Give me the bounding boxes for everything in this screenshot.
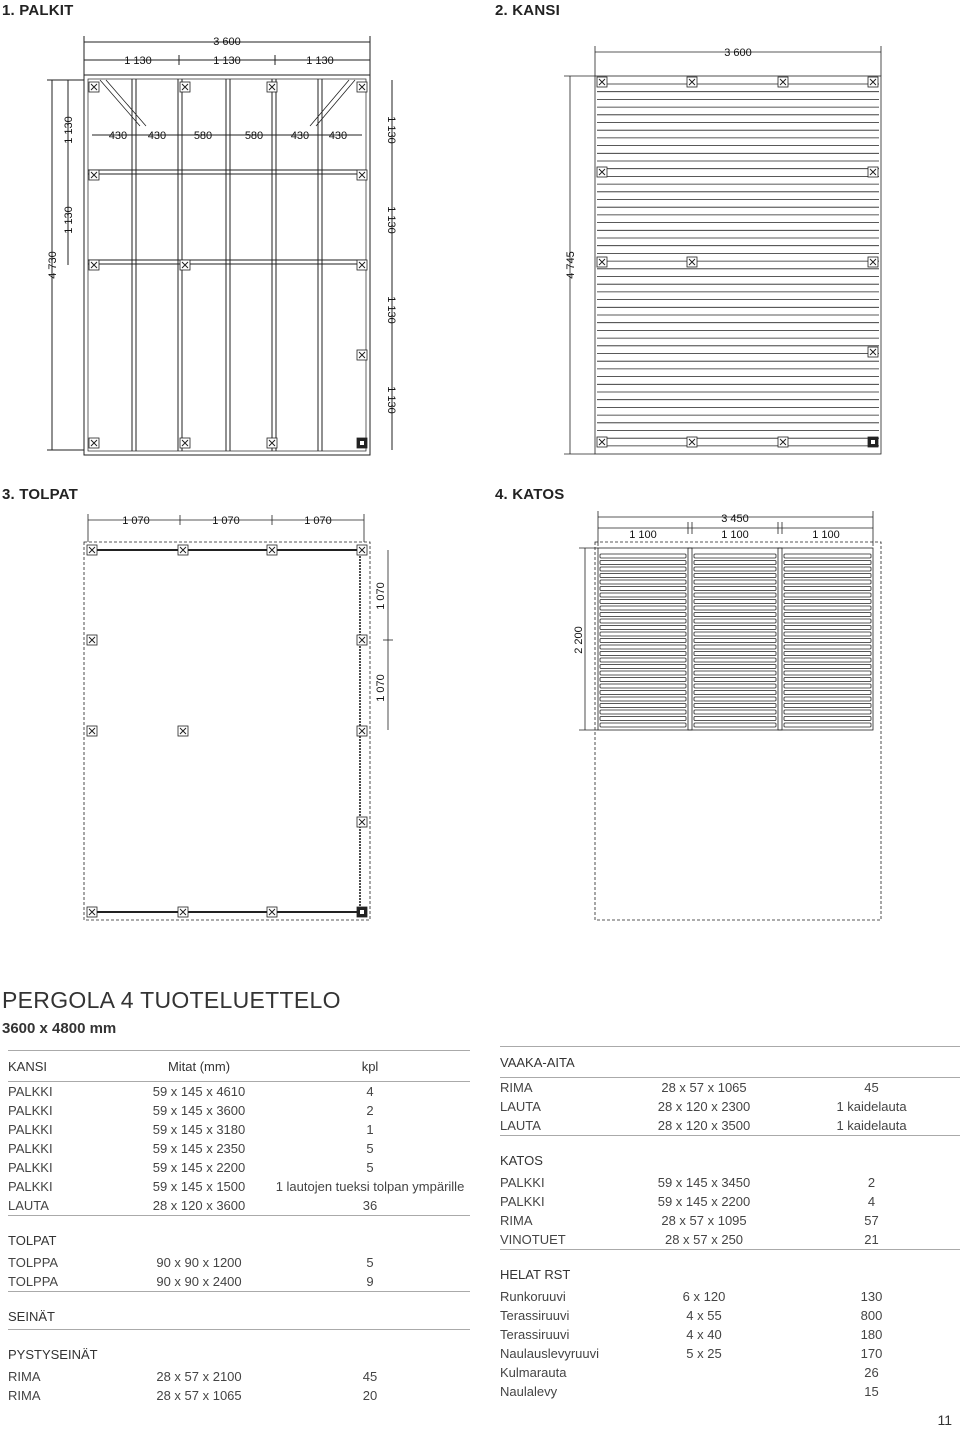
section-title-tolpat: 3. TOLPAT [2,486,78,503]
table-row [500,1211,960,1230]
table-cell: 5 [366,1141,374,1156]
table-cell: 6 x 120 [682,1289,726,1304]
table-row [8,1196,470,1216]
palkit-post-markers [89,82,367,448]
group-label [625,1136,783,1174]
table-cell: Kulmarauta [500,1365,567,1380]
table-cell: PALKKI [500,1194,545,1209]
catalog-subtitle: 3600 x 4800 mm [2,1020,117,1037]
palkit-left-span: 1 130 [63,206,75,234]
table-row [500,1363,960,1382]
table-cell: 4 [366,1084,374,1099]
table-cell: RIMA [500,1080,533,1095]
section-title-palkit: 1. PALKIT [2,2,74,19]
table-cell: 170 [860,1346,883,1361]
group-label: SEINÄT [8,1292,128,1330]
palkit-inner-span: 580 [244,130,264,142]
palkit-right-span: 1 130 [385,206,397,234]
table-cell: 4 x 55 [686,1308,722,1323]
table-cell: 21 [864,1232,879,1247]
table-cell: VINOTUET [500,1232,566,1247]
tolpat-top-span: 1 070 [212,515,240,527]
table-cell: 45 [362,1369,378,1384]
table-cell: LAUTA [8,1198,49,1213]
table-row [8,1253,470,1272]
group-label: PYSTYSEINÄT [8,1330,128,1368]
table-cell: PALKKI [8,1084,53,1099]
group-label: TOLPAT [8,1216,128,1254]
table-row [8,1367,470,1386]
header-cell: KANSI [8,1051,128,1082]
table-cell: 59 x 145 x 2200 [657,1194,751,1209]
header-cell [783,1047,960,1078]
table-cell: 28 x 120 x 2300 [657,1099,751,1114]
tolpat-top-span: 1 070 [304,515,332,527]
table-header-row [500,1047,960,1078]
table-cell: 28 x 120 x 3500 [657,1118,751,1133]
section-title-katos: 4. KATOS [495,486,565,503]
table-cell: 800 [860,1308,883,1323]
palkit-top-span: 1 130 [124,55,152,67]
table-cell: 28 x 57 x 1065 [156,1388,242,1403]
palkit-inner-span: 430 [108,130,128,142]
table-cell: TOLPPA [8,1274,59,1289]
table-cell: LAUTA [500,1118,541,1133]
table-cell: PALKKI [8,1160,53,1175]
palkit-inner-span: 430 [290,130,310,142]
table-cell: 1 kaidelauta [836,1099,907,1114]
table-cell: 28 x 57 x 250 [664,1232,744,1247]
table-cell: RIMA [8,1388,41,1403]
table-row [500,1325,960,1344]
group-label [783,1250,960,1288]
palkit-top-span: 1 130 [306,55,334,67]
table-cell: 2 [867,1175,876,1190]
table-row [8,1272,470,1292]
table-cell: Terassiruuvi [500,1327,570,1342]
palkit-inner-span: 430 [147,130,167,142]
table-header-row [8,1051,470,1082]
katos-drawing [579,511,881,920]
table-cell: 59 x 145 x 3600 [152,1103,246,1118]
kansi-total-length: 4 745 [565,251,577,279]
table-cell: TOLPPA [8,1255,59,1270]
group-label [270,1330,470,1368]
header-cell: kpl [270,1051,470,1082]
table-row [500,1382,960,1401]
group-header-row [8,1292,470,1330]
group-label: KATOS [500,1136,625,1174]
table-cell: PALKKI [8,1103,53,1118]
table-row [8,1139,470,1158]
table-row [500,1230,960,1250]
table-cell: PALKKI [8,1141,53,1156]
table-row [8,1120,470,1139]
table-cell: 2 [366,1103,374,1118]
table-cell: Terassiruuvi [500,1308,570,1323]
table-row [500,1344,960,1363]
kansi-post-markers [597,77,878,447]
table-cell: 59 x 145 x 3450 [657,1175,751,1190]
palkit-right-span: 1 130 [385,116,397,144]
tolpat-post-markers [87,545,367,917]
table-row [500,1116,960,1136]
table-cell: 28 x 57 x 1095 [661,1213,747,1228]
table-cell: 90 x 90 x 1200 [156,1255,242,1270]
catalog-table-right [500,1046,960,1401]
table-row [500,1192,960,1211]
table-cell: Naulalevy [500,1384,558,1399]
catalog-table-left [8,1050,470,1405]
table-cell: 36 [362,1198,378,1213]
table-cell: Naulauslevyruuvi [500,1346,599,1361]
table-cell: 90 x 90 x 2400 [156,1274,242,1289]
table-cell: Runkoruuvi [500,1289,566,1304]
katos-top-span: 1 100 [721,529,749,541]
section-title-kansi: 2. KANSI [495,2,560,19]
catalog-title: PERGOLA 4 TUOTELUETTELO [2,987,341,1013]
table-row [500,1078,960,1098]
table-cell: 9 [366,1274,374,1289]
palkit-total-width: 3 600 [213,36,241,48]
palkit-inner-span: 580 [193,130,213,142]
table-cell: 26 [864,1365,879,1380]
table-cell: 57 [864,1213,879,1228]
group-label [270,1292,470,1330]
table-cell: 4 [867,1194,876,1209]
page-number: 11 [937,1412,952,1428]
group-label [625,1250,783,1288]
group-label [128,1216,270,1254]
table-cell: 4 x 40 [686,1327,722,1342]
palkit-inner-span: 430 [328,130,348,142]
table-cell: 28 x 120 x 3600 [152,1198,246,1213]
group-header-row [500,1250,960,1288]
table-cell: 1 lautojen tueksi tolpan ympärille [275,1179,465,1194]
table-cell: 59 x 145 x 2200 [152,1160,246,1175]
table-row [8,1386,470,1405]
table-cell: 180 [860,1327,883,1342]
table-cell: 59 x 145 x 4610 [152,1084,246,1099]
table-row [8,1177,470,1196]
table-cell: 5 [366,1255,374,1270]
table-cell: 5 x 25 [686,1346,722,1361]
table-row [8,1158,470,1177]
katos-top-span: 1 100 [629,529,657,541]
table-row [8,1101,470,1120]
table-cell: 28 x 57 x 1065 [661,1080,747,1095]
table-cell: 59 x 145 x 3180 [152,1122,246,1137]
table-cell: RIMA [8,1369,41,1384]
group-label: HELAT RST [500,1250,625,1288]
table-cell: 59 x 145 x 2350 [152,1141,246,1156]
table-row [500,1287,960,1306]
palkit-drawing [47,36,392,455]
group-header-row [500,1136,960,1174]
group-header-row [8,1330,470,1368]
katos-height: 2 200 [573,626,585,654]
header-cell: Mitat (mm) [128,1051,270,1082]
tolpat-drawing [84,514,393,920]
palkit-left-span: 1 130 [63,116,75,144]
palkit-right-span: 1 130 [385,386,397,414]
kansi-drawing [564,46,881,454]
palkit-right-span: 1 130 [385,296,397,324]
table-cell: 5 [366,1160,374,1175]
group-header-row [8,1216,470,1254]
group-label [270,1216,470,1254]
table-cell: 15 [864,1384,879,1399]
table-cell: LAUTA [500,1099,541,1114]
table-cell: 130 [860,1289,883,1304]
table-cell [625,1382,783,1401]
table-cell: 1 kaidelauta [836,1118,907,1133]
header-cell: VAAKA-AITA [500,1047,625,1078]
table-cell [625,1363,783,1382]
katos-top-span: 1 100 [812,529,840,541]
tolpat-top-span: 1 070 [122,515,150,527]
table-row [8,1082,470,1102]
table-row [500,1097,960,1116]
group-label [128,1330,270,1368]
tolpat-right-span: 1 070 [375,674,387,702]
table-row [500,1306,960,1325]
katos-total-width: 3 450 [721,513,749,525]
group-label [783,1136,960,1174]
palkit-top-span: 1 130 [213,55,241,67]
table-cell: 59 x 145 x 1500 [152,1179,246,1194]
table-cell: PALKKI [500,1175,545,1190]
tolpat-right-span: 1 070 [375,582,387,610]
table-cell: 45 [864,1080,879,1095]
table-row [500,1173,960,1192]
table-cell: PALKKI [8,1122,53,1137]
group-label [128,1292,270,1330]
table-cell: 1 [366,1122,374,1137]
table-cell: RIMA [500,1213,533,1228]
kansi-total-width: 3 600 [724,47,752,59]
palkit-total-length: 4 730 [47,251,59,279]
table-cell: 20 [362,1388,378,1403]
header-cell [625,1047,783,1078]
table-cell: 28 x 57 x 2100 [156,1369,242,1384]
table-cell: PALKKI [8,1179,53,1194]
